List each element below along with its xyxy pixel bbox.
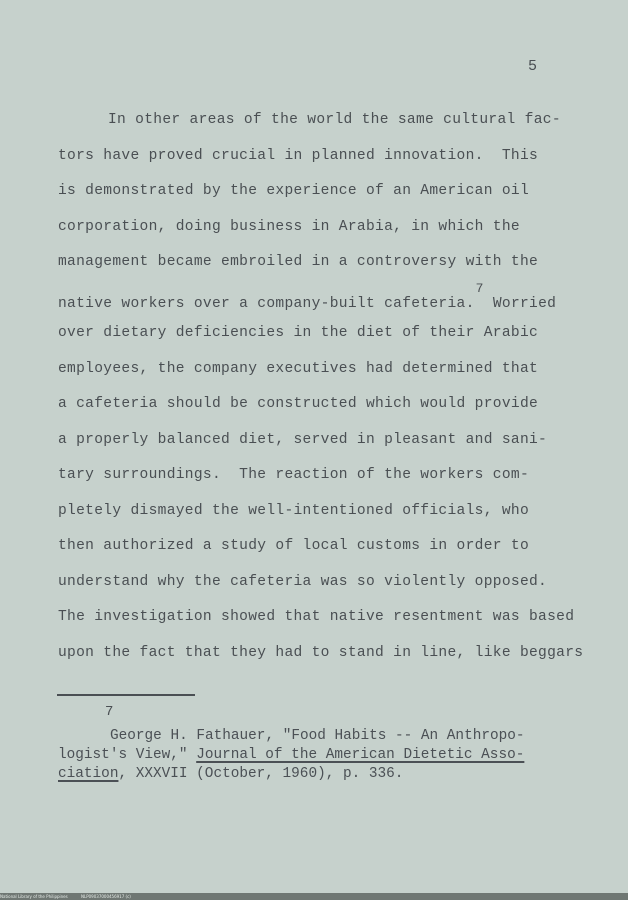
footnote-number: 7 bbox=[105, 704, 114, 720]
text-line: is demonstrated by the experience of an American oil bbox=[58, 183, 529, 199]
journal-title: ciation bbox=[58, 766, 119, 782]
text-line: management became embroiled in a controversy with the bbox=[58, 254, 539, 270]
text-line-fragment: native workers over a company-built cafeteria. bbox=[58, 295, 475, 312]
archive-stamp-left: National Library of the Philippines bbox=[0, 894, 68, 899]
page-number: 5 bbox=[528, 58, 538, 75]
text-line: then authorized a study of local customs in order to bbox=[58, 538, 529, 554]
text-line: tary surroundings. The reaction of the workers com- bbox=[58, 467, 529, 483]
journal-title: Journal of the American Dietetic Asso- bbox=[196, 747, 525, 763]
footnote-line: George H. Fathauer, "Food Habits -- An Anthropo- bbox=[110, 728, 525, 744]
text-line: a cafeteria should be constructed which would provide bbox=[58, 396, 539, 412]
text-line: The investigation showed that native resentment was based bbox=[58, 609, 575, 625]
footnote-line bbox=[58, 765, 578, 784]
text-line: upon the fact that they had to stand in line, like beggars bbox=[58, 644, 584, 661]
text-line: In other areas of the world the same cultural fac- bbox=[108, 112, 561, 128]
footnote-reference[interactable]: 7 bbox=[475, 280, 484, 296]
text-line: corporation, doing business in Arabia, in which the bbox=[58, 218, 520, 235]
footnote-line bbox=[58, 746, 578, 765]
text-line: understand why the cafeteria was so violently opposed. bbox=[58, 573, 548, 590]
text-line-with-footnote bbox=[58, 280, 598, 322]
text-line: employees, the company executives had determined that bbox=[58, 360, 539, 377]
archive-stamp-right: NLP09037000456917 (c) bbox=[81, 894, 131, 899]
footnote-divider bbox=[57, 694, 195, 696]
text-line-fragment: Worried bbox=[483, 295, 557, 312]
archive-stamp-bar bbox=[0, 893, 628, 900]
footnote-text: , XXXVII (October, 1960), p. 336. bbox=[118, 766, 404, 782]
text-line: pletely dismayed the well-intentioned officials, who bbox=[58, 502, 529, 519]
footnote-text: logist's View," bbox=[58, 747, 197, 763]
footnote bbox=[58, 727, 578, 784]
text-line: over dietary deficiencies in the diet of their Arabic bbox=[58, 325, 539, 341]
body-paragraph bbox=[58, 108, 598, 676]
text-line: tors have proved crucial in planned innovation. This bbox=[58, 147, 539, 164]
text-line: a properly balanced diet, served in pleasant and sani- bbox=[58, 431, 548, 448]
